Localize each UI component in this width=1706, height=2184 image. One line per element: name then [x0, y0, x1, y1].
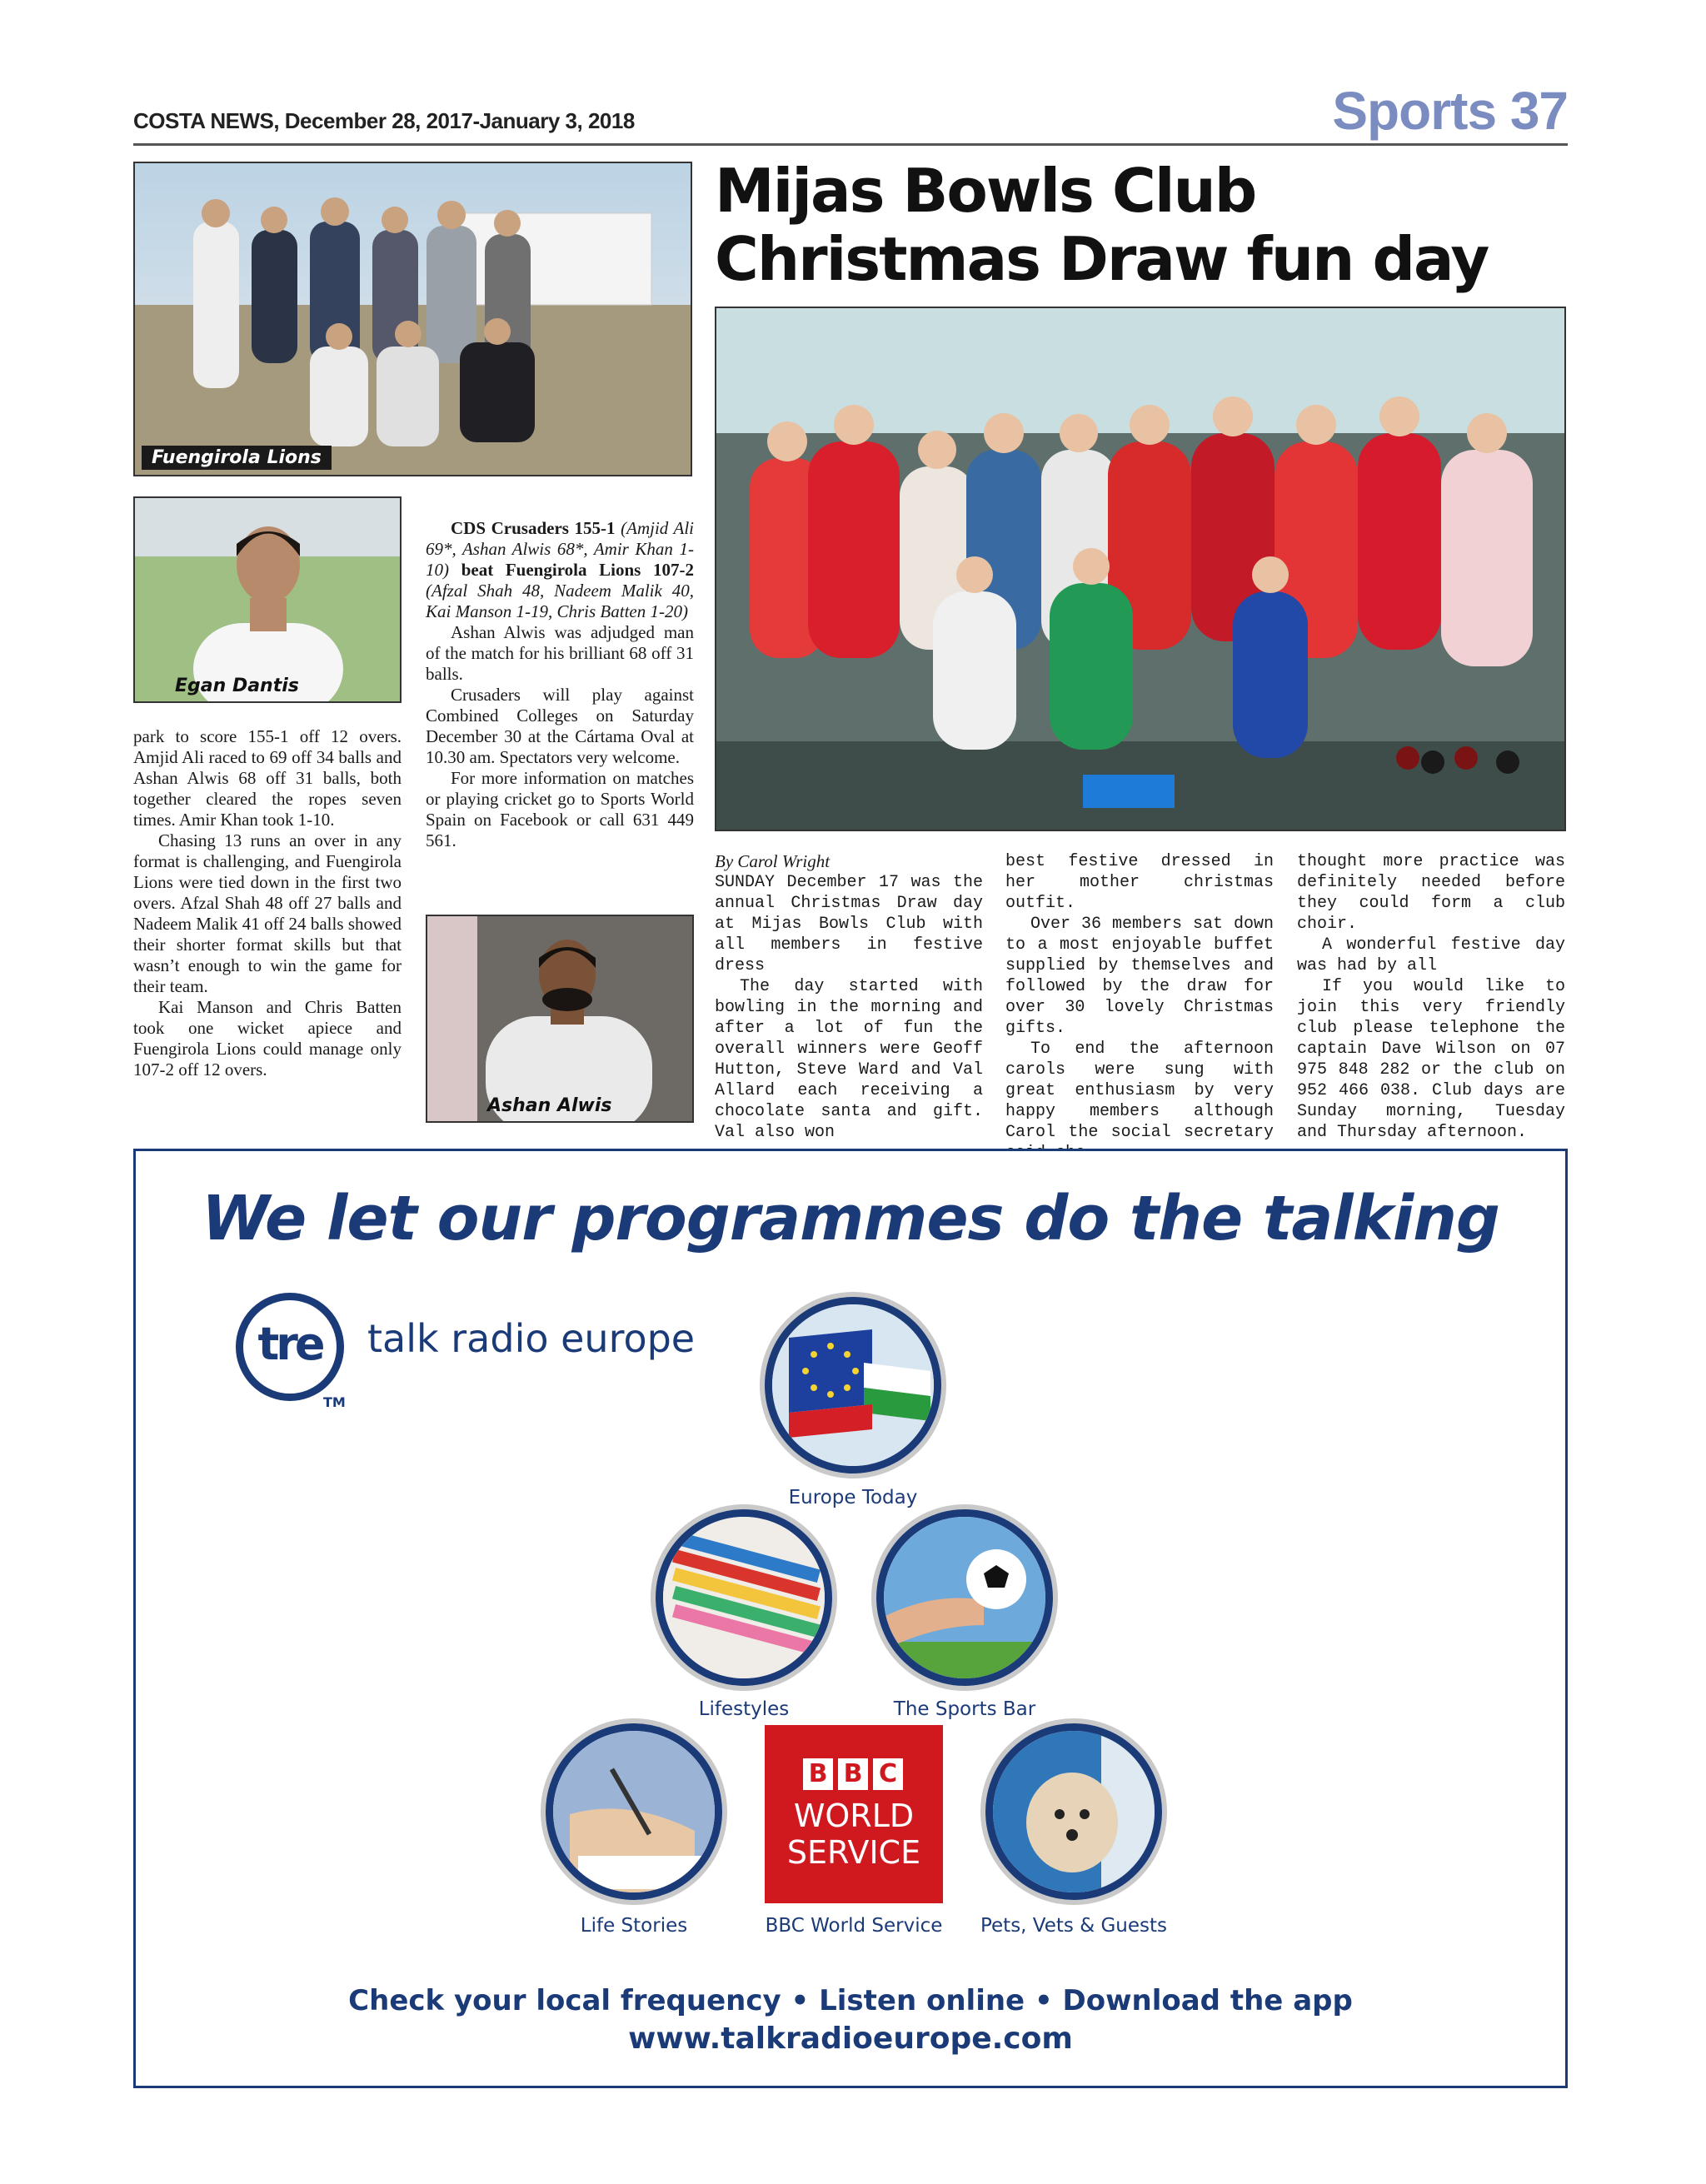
programme-label: Europe Today	[788, 1487, 918, 1508]
section-title: Sports 37	[1332, 81, 1568, 141]
paragraph: To end the afternoon carols were sung with great enthusiasm by very happy members although Carol the social secretary	[1005, 1040, 1274, 1142]
cricket-team-photo	[133, 162, 692, 476]
bbc-letter: B	[838, 1758, 868, 1790]
programme-label: BBC World Service	[765, 1915, 943, 1937]
score-beat: beat Fuengirola Lions 107-2	[461, 560, 695, 580]
bowls-club-photo	[715, 307, 1566, 831]
byline: By Carol Wright	[715, 851, 831, 871]
pets-vets-guests-icon	[985, 1723, 1162, 1900]
talk-radio-europe-advert	[133, 1149, 1568, 2088]
programme-label: The Sports Bar	[893, 1698, 1036, 1720]
programme-label: Pets, Vets & Guests	[980, 1915, 1167, 1937]
paragraph: If you would like to join this very friendly club please telephone the captain Dave Wilson on 07 975 848 282 or the club on 952 466 038. Club days are Sunday morning, Tuesday and Thursday afternoon.	[1297, 977, 1565, 1142]
photo-caption: Egan Dantis	[175, 676, 299, 696]
score-team1-detail: (Amjid Ali 69*, Ashan Alwis 68*, Amir Khan 1-10)	[426, 518, 694, 580]
paragraph: Over 36 members sat down to a most enjoyable buffet supplied by themselves and followed by the draw for over 30 lovely Christmas gifts.	[1005, 915, 1274, 1038]
paragraph: Crusaders will play against Combined Colleges on Saturday December 30 at the Cártama Oval at 10.30 am. Spectators very welcome.	[426, 685, 694, 767]
programme-label: Lifestyles	[698, 1698, 790, 1720]
egan-dantis-photo	[133, 496, 402, 703]
ad-title: We let our programmes do the talking	[202, 1183, 1499, 1254]
paragraph: park to score 155-1 off 12 overs. Amjid Ali raced to 69 off 34 balls and Ashan Alwis 68 off 31 balls, both together cleared the ropes seven times. Amir Khan took 1-10.	[133, 726, 402, 830]
bowls-column-2	[1005, 851, 1274, 1164]
ashan-alwis-photo	[426, 915, 694, 1123]
bbc-world-service-logo	[765, 1725, 943, 1903]
score-team1: CDS Crusaders 155-1	[451, 518, 616, 538]
paragraph: Kai Manson and Chris Batten took one wicket apiece and Fuengirola Lions could manage only 107-2 off 12 overs.	[133, 997, 402, 1080]
sports-bar-icon	[876, 1509, 1053, 1686]
bowls-column-3	[1297, 851, 1565, 1143]
photo-caption: Fuengirola Lions	[142, 446, 332, 470]
paragraph: SUNDAY December 17 was the annual Christmas Draw day at Mijas Bowls Club with all members in festive dress	[715, 873, 983, 975]
header-rule	[133, 143, 1568, 146]
paragraph: The day started with bowling in the morning and after a lot of fun the overall winners were Geoff Hutton, Steve Ward and Val Allard each receiving a chocolate santa and gift. Val also won	[715, 977, 983, 1142]
masthead: COSTA NEWS, December 28, 2017-January 3, 2018	[133, 108, 635, 133]
tre-logo-text: tre	[257, 1318, 322, 1370]
cricket-column-2	[426, 518, 694, 851]
bbc-letter: B	[803, 1758, 833, 1790]
europe-today-icon	[765, 1297, 941, 1473]
paragraph: best festive dressed in her mother christmas outfit.	[1005, 852, 1274, 913]
bbc-line: WORLD	[793, 1798, 915, 1834]
lifestyles-icon	[656, 1509, 832, 1686]
paragraph: Chasing 13 runs an over in any format is challenging, and Fuengirola Lions were tied down in the first two overs. Afzal Shah 48 off 27 balls and Nadeem Malik 41 off 24 balls showed their shorter format skills but that wasn’t enough to win the game for their team.	[133, 830, 402, 996]
paragraph: A wonderful festive day was had by all	[1297, 935, 1565, 975]
ad-call-to-action: Check your local frequency • Listen online • Download the app	[348, 1984, 1353, 2017]
bowls-column-1	[715, 851, 983, 1143]
bbc-letters	[803, 1758, 903, 1790]
article-headline: Mijas Bowls Club Christmas Draw fun day	[715, 156, 1489, 294]
score-team2-detail: (Afzal Shah 48, Nadeem Malik 40, Kai Manson 1-19, Chris Batten 1-20)	[426, 581, 694, 621]
photo-caption: Ashan Alwis	[487, 1095, 612, 1116]
programme-label: Life Stories	[580, 1915, 688, 1937]
life-stories-icon	[546, 1723, 722, 1900]
paragraph: thought more practice was definitely needed before they could form a club choir.	[1297, 852, 1565, 934]
bbc-letter: C	[873, 1758, 903, 1790]
brand-name: talk radio europe	[367, 1316, 696, 1361]
paragraph: Ashan Alwis was adjudged man of the match for his brilliant 68 off 31 balls.	[426, 622, 694, 684]
cricket-column-1	[133, 726, 402, 1080]
paragraph: For more information on matches or playing cricket go to Sports World Spain on Facebook or call 631 449 561.	[426, 768, 694, 850]
bbc-line: SERVICE	[786, 1834, 921, 1871]
ad-website-link[interactable]: www.talkradioeurope.com	[628, 2022, 1073, 2056]
trademark: TM	[323, 1394, 346, 1410]
